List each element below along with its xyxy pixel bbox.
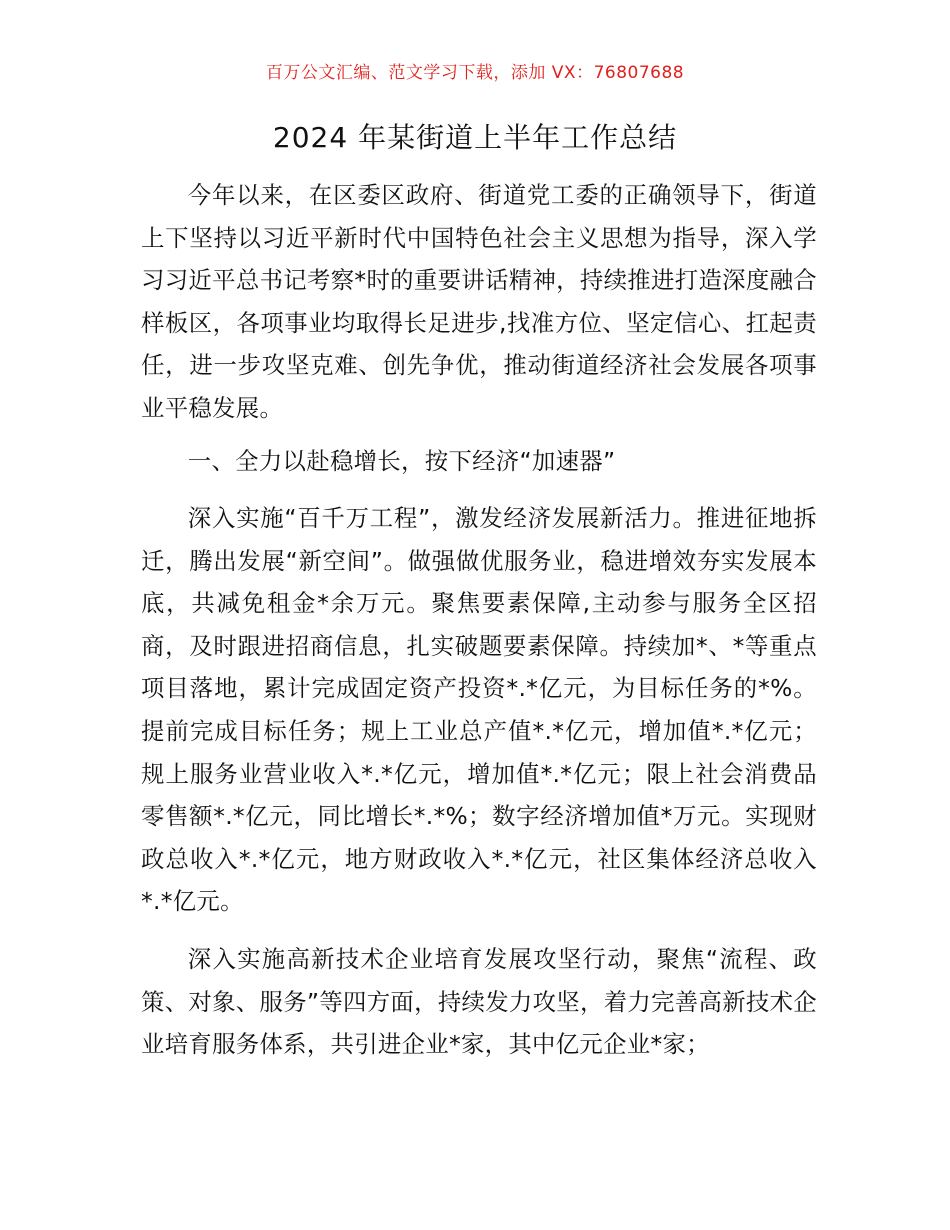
header-watermark-note: 百万公文汇编、范文学习下载，添加 VX：76807688 <box>265 63 685 83</box>
intro-paragraph: 今年以来，在区委区政府、街道党工委的正确领导下，街道上下坚持以习近平新时代中国特色社会主义思想为指导，深入学习习近平总书记考察*时的重要讲话精神，持续推进打造深度融合样板区，各项事业均取得长足进步,找准方位、坚定信心、扛起责任，进一步攻坚克难、创先争优，推动街道经济社会发展各项事业平稳发展。 <box>141 181 817 422</box>
document-title: 2024 年某街道上半年工作总结 <box>272 121 678 154</box>
hightech-paragraph: 深入实施高新技术企业培育发展攻坚行动，聚焦“流程、政策、对象、服务”等四方面，持续发力攻坚，着力完善高新技术企业培育服务体系，共引进企业*家，其中亿元企业*家； <box>141 945 817 1059</box>
economy-paragraph: 深入实施“百千万工程”，激发经济发展新活力。推进征地拆迁，腾出发展“新空间”。做强做优服务业，稳进增效夯实发展本底，共减免租金*余万元。聚焦要素保障,主动参与服务全区招商，及时跟进招商信息，扎实破题要素保障。持续加*、*等重点项目落地，累计完成固定资产投资*.*亿元，为目标任务的*%。提前完成目标任务；规上工业总产值*.*亿元，增加值*.*亿元；规上服务业营业收入*.*亿元，增加值*.*亿元；限上社会消费品零售额*.*亿元，同比增长*.*%；数字经济增加值*万元。实现财政总收入*.*亿元，地方财政收入*.*亿元，社区集体经济总收入*.*亿元。 <box>141 504 817 916</box>
section-heading-1: 一、全力以赴稳增长，按下经济“加速器” <box>187 447 616 475</box>
